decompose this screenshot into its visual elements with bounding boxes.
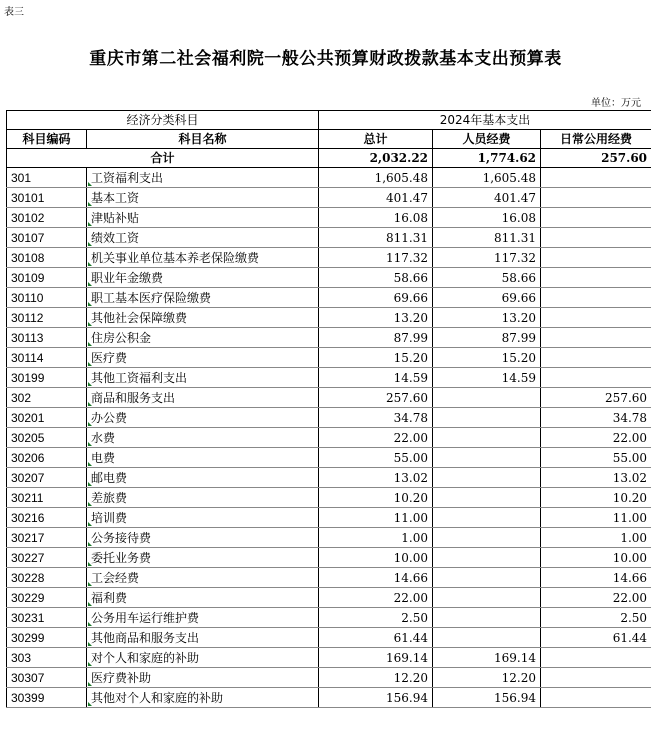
row-code-cell: 30107 [7,228,87,248]
row-name-text: 培训费 [91,510,128,525]
row-personnel-cell [433,428,541,448]
row-code-cell: 30229 [7,588,87,608]
row-code-cell: 30199 [7,368,87,388]
total-row [7,149,651,168]
table-row [7,488,651,508]
row-name-text: 差旅费 [91,490,128,505]
row-name-text: 基本工资 [91,190,140,205]
table-row [7,308,651,328]
row-code-cell: 30231 [7,608,87,628]
row-code-cell: 302 [7,388,87,408]
table-row [7,548,651,568]
cell-marker-icon [88,382,92,386]
table-row [7,408,651,428]
cell-marker-icon [88,582,92,586]
row-name-cell [87,568,319,588]
cell-marker-icon [88,702,92,706]
sheet-label: 表三 [4,7,24,18]
cell-marker-icon [88,662,92,666]
row-name-text: 邮电费 [91,470,128,485]
row-name-text: 津贴补贴 [91,210,140,225]
table-row [7,468,651,488]
table-row [7,248,651,268]
row-code-cell: 30217 [7,528,87,548]
row-name-cell [87,688,319,708]
table-row [7,388,651,408]
table-row [7,688,651,708]
table-row [7,188,651,208]
row-name-cell [87,248,319,268]
page-title: 重庆市第二社会福利院一般公共预算财政拨款基本支出预算表 [89,49,562,69]
header-row-2 [7,130,651,149]
row-total-cell: 1,605.48 [319,168,433,188]
row-code-cell: 30307 [7,668,87,688]
cell-marker-icon [88,182,92,186]
row-total-cell: 61.44 [319,628,433,648]
cell-marker-icon [88,242,92,246]
cell-marker-icon [88,222,92,226]
row-total-cell: 58.66 [319,268,433,288]
row-code-cell: 30112 [7,308,87,328]
row-personnel-cell [433,568,541,588]
cell-marker-icon [88,342,92,346]
row-public-cell [541,688,651,708]
row-public-cell: 22.00 [541,588,651,608]
row-name-text: 职工基本医疗保险缴费 [91,290,212,305]
cell-marker-icon [88,522,92,526]
row-total-cell: 117.32 [319,248,433,268]
row-total-cell: 14.59 [319,368,433,388]
row-personnel-cell: 1,605.48 [433,168,541,188]
row-public-cell [541,368,651,388]
public-column-header: 日常公用经费 [541,130,651,149]
cell-marker-icon [88,682,92,686]
row-name-text: 福利费 [91,590,128,605]
row-personnel-cell [433,608,541,628]
table-row [7,228,651,248]
row-personnel-cell [433,488,541,508]
row-total-cell: 12.20 [319,668,433,688]
row-total-cell: 10.00 [319,548,433,568]
code-column-header: 科目编码 [7,130,87,149]
row-total-cell: 11.00 [319,508,433,528]
row-total-cell: 257.60 [319,388,433,408]
row-code-cell: 30114 [7,348,87,368]
row-public-cell: 61.44 [541,628,651,648]
row-public-cell [541,248,651,268]
row-code-cell: 30299 [7,628,87,648]
row-public-cell: 257.60 [541,388,651,408]
cell-marker-icon [88,262,92,266]
row-public-cell: 14.66 [541,568,651,588]
cell-marker-icon [88,322,92,326]
cell-marker-icon [88,442,92,446]
row-total-cell: 15.20 [319,348,433,368]
row-personnel-cell: 14.59 [433,368,541,388]
table-row [7,448,651,468]
row-personnel-cell: 15.20 [433,348,541,368]
table-row [7,608,651,628]
row-total-cell: 13.02 [319,468,433,488]
table-row [7,268,651,288]
row-personnel-cell [433,508,541,528]
table-row [7,568,651,588]
row-name-text: 水费 [91,430,116,445]
row-personnel-cell [433,388,541,408]
row-personnel-cell [433,628,541,648]
cell-marker-icon [88,622,92,626]
row-name-cell [87,208,319,228]
row-total-cell: 55.00 [319,448,433,468]
row-total-cell: 34.78 [319,408,433,428]
table-row [7,288,651,308]
row-name-text: 委托业务费 [91,550,152,565]
row-personnel-cell: 58.66 [433,268,541,288]
row-public-cell [541,268,651,288]
total-label: 合计 [7,149,319,168]
row-name-text: 职业年金缴费 [91,270,164,285]
row-total-cell: 401.47 [319,188,433,208]
row-code-cell: 303 [7,648,87,668]
row-personnel-cell [433,548,541,568]
budget-table [6,110,651,708]
row-public-cell: 2.50 [541,608,651,628]
row-name-text: 商品和服务支出 [91,390,176,405]
row-public-cell: 10.20 [541,488,651,508]
row-public-cell: 1.00 [541,528,651,548]
row-public-cell [541,208,651,228]
row-public-cell [541,288,651,308]
cell-marker-icon [88,462,92,466]
row-name-text: 医疗费 [91,350,128,365]
row-name-cell [87,328,319,348]
row-public-cell [541,668,651,688]
row-name-cell [87,428,319,448]
row-name-text: 其他工资福利支出 [91,370,188,385]
total-column-header: 总计 [319,130,433,149]
header-row-1 [7,111,651,130]
row-code-cell: 30216 [7,508,87,528]
row-code-cell: 30206 [7,448,87,468]
row-total-cell: 2.50 [319,608,433,628]
row-name-cell [87,168,319,188]
row-public-cell: 10.00 [541,548,651,568]
cell-marker-icon [88,282,92,286]
row-name-cell [87,368,319,388]
row-code-cell: 30227 [7,548,87,568]
row-code-cell: 30108 [7,248,87,268]
table-row [7,428,651,448]
row-personnel-cell: 117.32 [433,248,541,268]
row-code-cell: 30101 [7,188,87,208]
econ-class-header: 经济分类科目 [7,111,319,130]
row-personnel-cell [433,448,541,468]
row-personnel-cell [433,528,541,548]
table-row [7,168,651,188]
cell-marker-icon [88,562,92,566]
row-name-text: 对个人和家庭的补助 [91,650,200,665]
row-code-cell: 30207 [7,468,87,488]
row-total-cell: 169.14 [319,648,433,668]
row-name-cell [87,228,319,248]
name-column-header: 科目名称 [87,130,319,149]
row-name-cell [87,188,319,208]
row-code-cell: 30113 [7,328,87,348]
table-row [7,368,651,388]
row-personnel-cell: 13.20 [433,308,541,328]
row-personnel-cell: 16.08 [433,208,541,228]
row-code-cell: 30201 [7,408,87,428]
row-public-cell: 34.78 [541,408,651,428]
row-name-text: 机关事业单位基本养老保险缴费 [91,250,260,265]
row-name-text: 工会经费 [91,570,140,585]
cell-marker-icon [88,642,92,646]
row-name-cell [87,628,319,648]
row-public-cell [541,648,651,668]
row-name-cell [87,648,319,668]
row-public-cell [541,168,651,188]
total-sum: 2,032.22 [319,149,433,168]
row-name-cell [87,408,319,428]
row-name-cell [87,288,319,308]
row-total-cell: 22.00 [319,428,433,448]
row-personnel-cell: 69.66 [433,288,541,308]
row-name-text: 医疗费补助 [91,670,152,685]
row-personnel-cell: 401.47 [433,188,541,208]
cell-marker-icon [88,422,92,426]
row-total-cell: 16.08 [319,208,433,228]
row-code-cell: 30228 [7,568,87,588]
table-row [7,328,651,348]
row-name-cell [87,668,319,688]
row-name-text: 住房公积金 [91,330,152,345]
row-name-cell [87,588,319,608]
row-code-cell: 30205 [7,428,87,448]
row-name-text: 公务接待费 [91,530,152,545]
row-total-cell: 22.00 [319,588,433,608]
table-row [7,628,651,648]
row-code-cell: 30102 [7,208,87,228]
row-name-cell [87,528,319,548]
row-public-cell: 55.00 [541,448,651,468]
cell-marker-icon [88,542,92,546]
row-personnel-cell [433,408,541,428]
row-public-cell [541,328,651,348]
row-name-cell [87,468,319,488]
row-personnel-cell: 811.31 [433,228,541,248]
table-row [7,508,651,528]
row-total-cell: 13.20 [319,308,433,328]
personnel-column-header: 人员经费 [433,130,541,149]
row-name-text: 公务用车运行维护费 [91,610,200,625]
row-total-cell: 87.99 [319,328,433,348]
row-personnel-cell [433,588,541,608]
unit-label: 单位：万元 [591,98,641,109]
row-name-text: 其他社会保障缴费 [91,310,188,325]
table-row [7,528,651,548]
row-name-text: 工资福利支出 [91,170,164,185]
row-total-cell: 811.31 [319,228,433,248]
row-code-cell: 30110 [7,288,87,308]
row-public-cell [541,188,651,208]
row-name-cell [87,608,319,628]
row-code-cell: 301 [7,168,87,188]
row-name-text: 绩效工资 [91,230,140,245]
row-public-cell [541,228,651,248]
row-code-cell: 30399 [7,688,87,708]
row-name-cell [87,348,319,368]
table-row [7,668,651,688]
row-public-cell: 11.00 [541,508,651,528]
row-personnel-cell: 156.94 [433,688,541,708]
row-code-cell: 30211 [7,488,87,508]
table-row [7,588,651,608]
row-name-cell [87,548,319,568]
row-public-cell: 22.00 [541,428,651,448]
row-name-text: 电费 [91,450,116,465]
row-total-cell: 10.20 [319,488,433,508]
table-row [7,348,651,368]
row-name-cell [87,508,319,528]
row-name-text: 其他对个人和家庭的补助 [91,690,224,705]
row-public-cell [541,308,651,328]
basic-spend-header: 2024年基本支出 [319,111,651,130]
row-name-cell [87,448,319,468]
row-public-cell: 13.02 [541,468,651,488]
row-name-cell [87,308,319,328]
row-name-cell [87,488,319,508]
row-total-cell: 1.00 [319,528,433,548]
cell-marker-icon [88,602,92,606]
cell-marker-icon [88,362,92,366]
cell-marker-icon [88,302,92,306]
cell-marker-icon [88,202,92,206]
row-name-text: 其他商品和服务支出 [91,630,200,645]
row-personnel-cell: 12.20 [433,668,541,688]
cell-marker-icon [88,502,92,506]
total-public: 257.60 [541,149,651,168]
row-total-cell: 69.66 [319,288,433,308]
cell-marker-icon [88,482,92,486]
row-total-cell: 14.66 [319,568,433,588]
total-personnel: 1,774.62 [433,149,541,168]
row-personnel-cell: 169.14 [433,648,541,668]
row-name-cell [87,388,319,408]
row-name-text: 办公费 [91,410,128,425]
row-total-cell: 156.94 [319,688,433,708]
row-personnel-cell [433,468,541,488]
row-name-cell [87,268,319,288]
cell-marker-icon [88,402,92,406]
table-row [7,208,651,228]
table-row [7,648,651,668]
row-public-cell [541,348,651,368]
row-personnel-cell: 87.99 [433,328,541,348]
row-code-cell: 30109 [7,268,87,288]
